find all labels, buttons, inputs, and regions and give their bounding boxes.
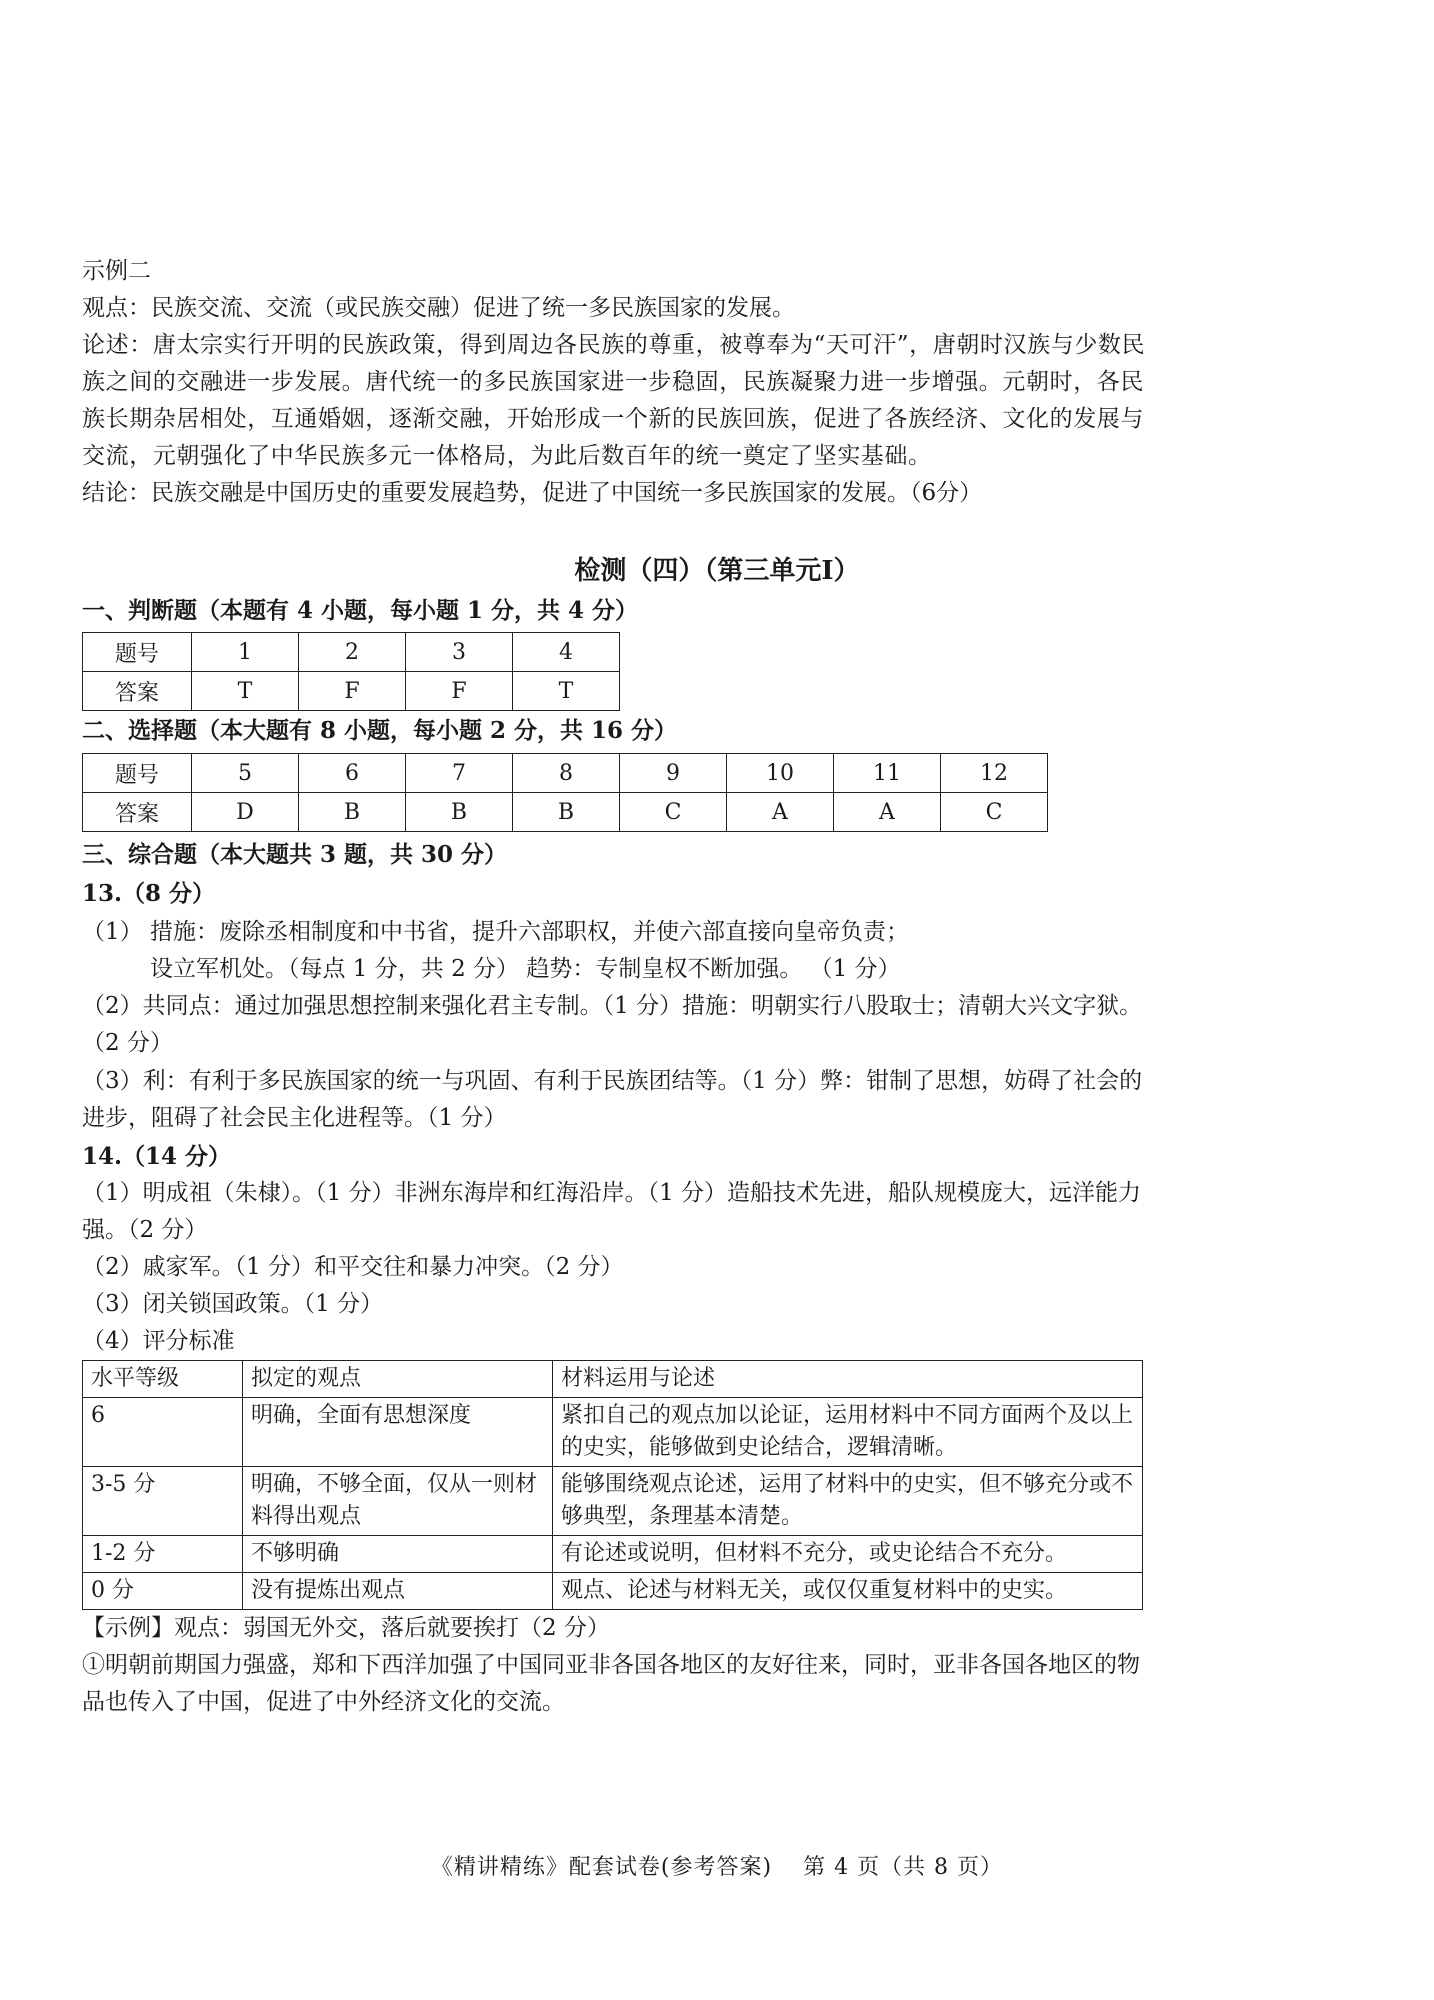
question-number: 9 (620, 754, 727, 793)
row-label-answer: 答案 (83, 793, 192, 832)
table-row (83, 1467, 1143, 1536)
q14-heading: 14.（14 分） (82, 1143, 232, 1170)
question-number: 2 (299, 633, 406, 672)
rubric-header: 材料运用与论述 (553, 1361, 1143, 1398)
table-row (83, 1398, 1143, 1467)
test-title: 检测（四）（第三单元Ⅰ） (574, 556, 860, 586)
q13-heading: 13.（8 分） (82, 880, 216, 907)
page-footer: 《精讲精练》配套试卷(参考答案) 第 4 页（共 8 页） (430, 1855, 1004, 1880)
example2-heading: 示例二 (82, 258, 151, 284)
rubric-level: 1-2 分 (83, 1536, 243, 1573)
question-number: 8 (513, 754, 620, 793)
answer-cell: A (727, 793, 834, 832)
rubric-viewpoint: 明确，全面有思想深度 (243, 1398, 553, 1467)
rubric-viewpoint: 没有提炼出观点 (243, 1573, 553, 1610)
judge-answer-table (82, 632, 620, 711)
q14-part3: （3）闭关锁国政策。（1 分） (82, 1291, 384, 1317)
choice-answer-table (82, 753, 1048, 832)
answer-cell: C (620, 793, 727, 832)
answer-cell: F (406, 672, 513, 711)
q14-part4: （4）评分标准 (82, 1328, 235, 1354)
example-text: ①明朝前期国力强盛，郑和下西洋加强了中国同亚非各国各地区的友好往来，同时，亚非各国各地区的物品也传入了中国，促进了中外经济文化的交流。 (82, 1652, 1140, 1715)
answer-cell: B (299, 793, 406, 832)
question-number: 3 (406, 633, 513, 672)
rubric-argument: 有论述或说明，但材料不充分，或史论结合不充分。 (553, 1536, 1143, 1573)
example2-conclusion: 结论：民族交融是中国历史的重要发展趋势，促进了中国统一多民族国家的发展。（6分） (82, 480, 983, 506)
row-label-question: 题号 (83, 754, 192, 793)
table-header-row (83, 1361, 1143, 1398)
rubric-level: 3-5 分 (83, 1467, 243, 1536)
rubric-header: 拟定的观点 (243, 1361, 553, 1398)
table-row (83, 1536, 1143, 1573)
section2-heading: 二、选择题（本大题有 8 小题，每小题 2 分，共 16 分） (82, 717, 678, 744)
table-row (83, 672, 620, 711)
table-row (83, 1573, 1143, 1610)
question-number: 11 (834, 754, 941, 793)
row-label-answer: 答案 (83, 672, 192, 711)
q14-part2: （2）戚家军。（1 分）和平交往和暴力冲突。（2 分） (82, 1254, 624, 1280)
q14-part1: （1）明成祖（朱棣）。（1 分）非洲东海岸和红海沿岸。（1 分）造船技术先进，船队规模庞大，远洋能力强。（2 分） (82, 1180, 1142, 1243)
q13-part2: （2）共同点：通过加强思想控制来强化君主专制。（1 分）措施：明朝实行八股取士；清朝大兴文字狱。（2 分） (82, 993, 1143, 1056)
example2-viewpoint: 观点：民族交流、交流（或民族交融）促进了统一多民族国家的发展。 (82, 295, 795, 321)
question-number: 10 (727, 754, 834, 793)
q13-part1a: （1） 措施：废除丞相制度和中书省，提升六部职权，并使六部直接向皇帝负责； (82, 919, 909, 945)
answer-cell: A (834, 793, 941, 832)
section3-heading: 三、综合题（本大题共 3 题，共 30 分） (82, 841, 508, 868)
rubric-level: 6 (83, 1398, 243, 1467)
table-row (83, 793, 1048, 832)
answer-cell: B (513, 793, 620, 832)
section1-heading: 一、判断题（本题有 4 小题，每小题 1 分，共 4 分） (82, 597, 639, 624)
example-label: 【示例】观点：弱国无外交，落后就要挨打（2 分） (82, 1615, 610, 1641)
rubric-argument: 观点、论述与材料无关，或仅仅重复材料中的史实。 (553, 1573, 1143, 1610)
question-number: 6 (299, 754, 406, 793)
q13-part1b: 设立军机处。（每点 1 分，共 2 分） 趋势：专制皇权不断加强。 （1 分） (150, 956, 901, 982)
rubric-viewpoint: 明确，不够全面，仅从一则材料得出观点 (243, 1467, 553, 1536)
table-row (83, 754, 1048, 793)
q13-part3: （3）利：有利于多民族国家的统一与巩固、有利于民族团结等。（1 分）弊：钳制了思想，妨碍了社会的进步，阻碍了社会民主化进程等。（1 分） (82, 1068, 1143, 1131)
question-number: 7 (406, 754, 513, 793)
answer-cell: T (513, 672, 620, 711)
question-number: 5 (192, 754, 299, 793)
question-number: 1 (192, 633, 299, 672)
answer-cell: F (299, 672, 406, 711)
rubric-argument: 紧扣自己的观点加以论证，运用材料中不同方面两个及以上的史实，能够做到史论结合，逻辑清晰。 (553, 1398, 1143, 1467)
rubric-level: 0 分 (83, 1573, 243, 1610)
rubric-viewpoint: 不够明确 (243, 1536, 553, 1573)
question-number: 12 (941, 754, 1048, 793)
answer-cell: T (192, 672, 299, 711)
rubric-header: 水平等级 (83, 1361, 243, 1398)
question-number: 4 (513, 633, 620, 672)
rubric-argument: 能够围绕观点论述，运用了材料中的史实，但不够充分或不够典型，条理基本清楚。 (553, 1467, 1143, 1536)
table-row (83, 633, 620, 672)
answer-cell: D (192, 793, 299, 832)
rubric-table (82, 1360, 1143, 1610)
row-label-question: 题号 (83, 633, 192, 672)
answer-cell: B (406, 793, 513, 832)
answer-cell: C (941, 793, 1048, 832)
example2-argument: 论述：唐太宗实行开明的民族政策，得到周边各民族的尊重，被尊奉为“天可汗”，唐朝时汉族与少数民族之间的交融进一步发展。唐代统一的多民族国家进一步稳固，民族凝聚力进一步增强。元朝时，各民族长期杂居相处，互通婚姻，逐渐交融，开始形成一个新的民族回族，促进了各族经济、文化的发展与交流，元朝强化了中华民族多元一体格局，为此后数百年的统一奠定了坚实基础。 (82, 332, 1146, 469)
